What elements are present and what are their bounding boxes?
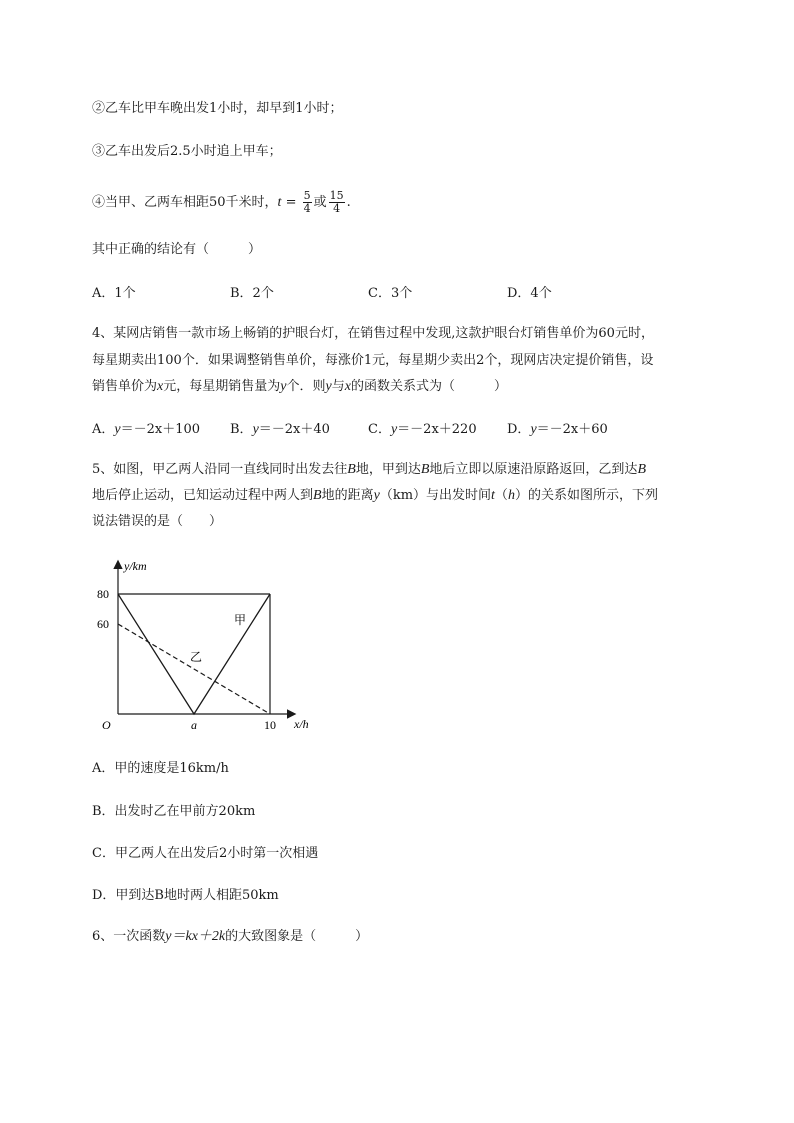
q6-a: 6、一次函数: [92, 929, 166, 944]
stmt4-end: .: [346, 195, 351, 210]
q4-l3-y: y: [280, 379, 287, 394]
y-axis-label: y/km: [124, 559, 147, 573]
q4-b-var: y: [252, 422, 259, 437]
q4-a-label: A．: [92, 422, 115, 437]
q4-b-expr: ＝－2x＋40: [258, 422, 330, 437]
q4-l3-e: 的函数关系式为（ ）: [350, 379, 507, 394]
q5-l2-f: t: [491, 488, 495, 503]
q3-option-a: A．1个: [92, 286, 136, 301]
q6-func: y＝kx＋2k: [165, 929, 226, 944]
stmt4-eq: =: [281, 195, 301, 210]
origin-label: O: [102, 718, 111, 732]
q3-statement-3: ③乙车出发后2.5小时追上甲车；: [92, 144, 282, 159]
stmt4-or: 或: [313, 195, 327, 210]
q5-l2-e: （km）与出发时间: [379, 488, 492, 503]
q3-option-d: D．4个: [507, 286, 552, 301]
y-tick-label-60: 60: [97, 617, 109, 631]
q5-line-3: 说法错误的是（ ）: [92, 514, 223, 529]
q4-d-var: y: [530, 422, 537, 437]
q4-option-a: [92, 420, 200, 440]
q5-option-b: B．出发时乙在甲前方20km: [92, 804, 256, 819]
series-yi-label: 乙: [190, 650, 203, 664]
q4-d-label: D．: [507, 422, 531, 437]
q6-b: 的大致图象是（ ）: [225, 929, 369, 944]
q3-statement-2: ②乙车比甲车晚出发1小时，却早到1小时；: [92, 101, 343, 116]
q4-option-c: [368, 420, 477, 440]
q4-b-label: B．: [230, 422, 253, 437]
q4-c-expr: ＝－2x＋220: [397, 422, 477, 437]
distance-time-graph: [80, 548, 340, 738]
frac2-den: 4: [333, 202, 341, 215]
q5-l2-c: 地的距离: [321, 488, 374, 503]
q4-l3-c: 个．则: [286, 379, 326, 394]
q3-question: 其中正确的结论有（ ）: [92, 242, 262, 257]
x-tick-label-10: 10: [264, 718, 276, 732]
q4-d-expr: ＝－2x＋60: [536, 422, 608, 437]
q4-a-var: y: [114, 422, 121, 437]
q5-l1-c: 地，甲到达: [355, 462, 421, 477]
q4-line-2: 每星期卖出100个．如果调整销售单价，每涨价1元，每星期少卖出2个，现网店决定提价销售，设: [92, 353, 654, 368]
q5-l2-d: y: [373, 488, 380, 503]
q6-line: [92, 927, 368, 947]
q4-a-expr: ＝－2x＋100: [120, 422, 201, 437]
series-yi-line: [118, 624, 270, 714]
q4-l3-d: 与: [331, 379, 345, 394]
q5-l2-i: ）的关系如图所示，下列: [514, 488, 658, 503]
stmt4-prefix: ④当甲、乙两车相距50千米时，: [92, 195, 278, 210]
q5-l2-b: B: [313, 488, 322, 503]
q5-l1-a: 5、如图，甲乙两人沿同一直线同时出发去往: [92, 462, 348, 477]
q4-l3-a: 销售单价为: [92, 379, 158, 394]
q3-option-c: C．3个: [368, 286, 413, 301]
q4-l3-x: x: [157, 379, 164, 394]
q4-c-label: C．: [368, 422, 391, 437]
q3-option-b: B．2个: [230, 286, 274, 301]
q4-line-1: 4、某网店销售一款市场上畅销的护眼台灯，在销售过程中发现,这款护眼台灯销售单价为60元时，: [92, 326, 654, 341]
q5-option-a: A．甲的速度是16km/h: [92, 761, 229, 776]
q5-line-1: [92, 460, 646, 480]
q5-l1-e: 地后立即以原速沿原路返回，乙到达: [429, 462, 638, 477]
q4-l3-x2: x: [344, 379, 351, 394]
q3-statement-4: [92, 190, 351, 215]
y-tick-label-80: 80: [97, 587, 109, 601]
q4-l3-y2: y: [325, 379, 332, 394]
q5-l2-a: 地后停止运动，已知运动过程中两人到: [92, 488, 314, 503]
q5-l2-g: （: [494, 488, 508, 503]
q5-line-2: [92, 486, 658, 506]
q5-l1-f: B: [637, 462, 646, 477]
q4-option-b: [230, 420, 330, 440]
q5-l2-h: h: [507, 488, 515, 503]
series-jia-label: 甲: [234, 613, 247, 627]
stmt4-var: t: [277, 195, 282, 210]
frac1-den: 4: [303, 202, 311, 215]
q5-option-c: C．甲乙两人在出发后2小时第一次相遇: [92, 846, 319, 861]
q4-line-3: [92, 377, 507, 397]
x-axis-label: x/h: [294, 717, 309, 731]
fraction-5-4: [303, 190, 312, 215]
q4-option-d: [507, 420, 608, 440]
fraction-15-4: [329, 190, 345, 215]
q4-l3-b: 元，每星期销售量为: [163, 379, 281, 394]
q5-l1-b: B: [347, 462, 356, 477]
x-tick-label-a: a: [191, 718, 197, 732]
q4-c-var: y: [390, 422, 398, 437]
frac2-num: 15: [329, 189, 344, 202]
frac1-num: 5: [303, 189, 311, 202]
q5-l1-d: B: [420, 462, 430, 477]
q5-option-d: D．甲到达B地时两人相距50km: [92, 888, 279, 903]
